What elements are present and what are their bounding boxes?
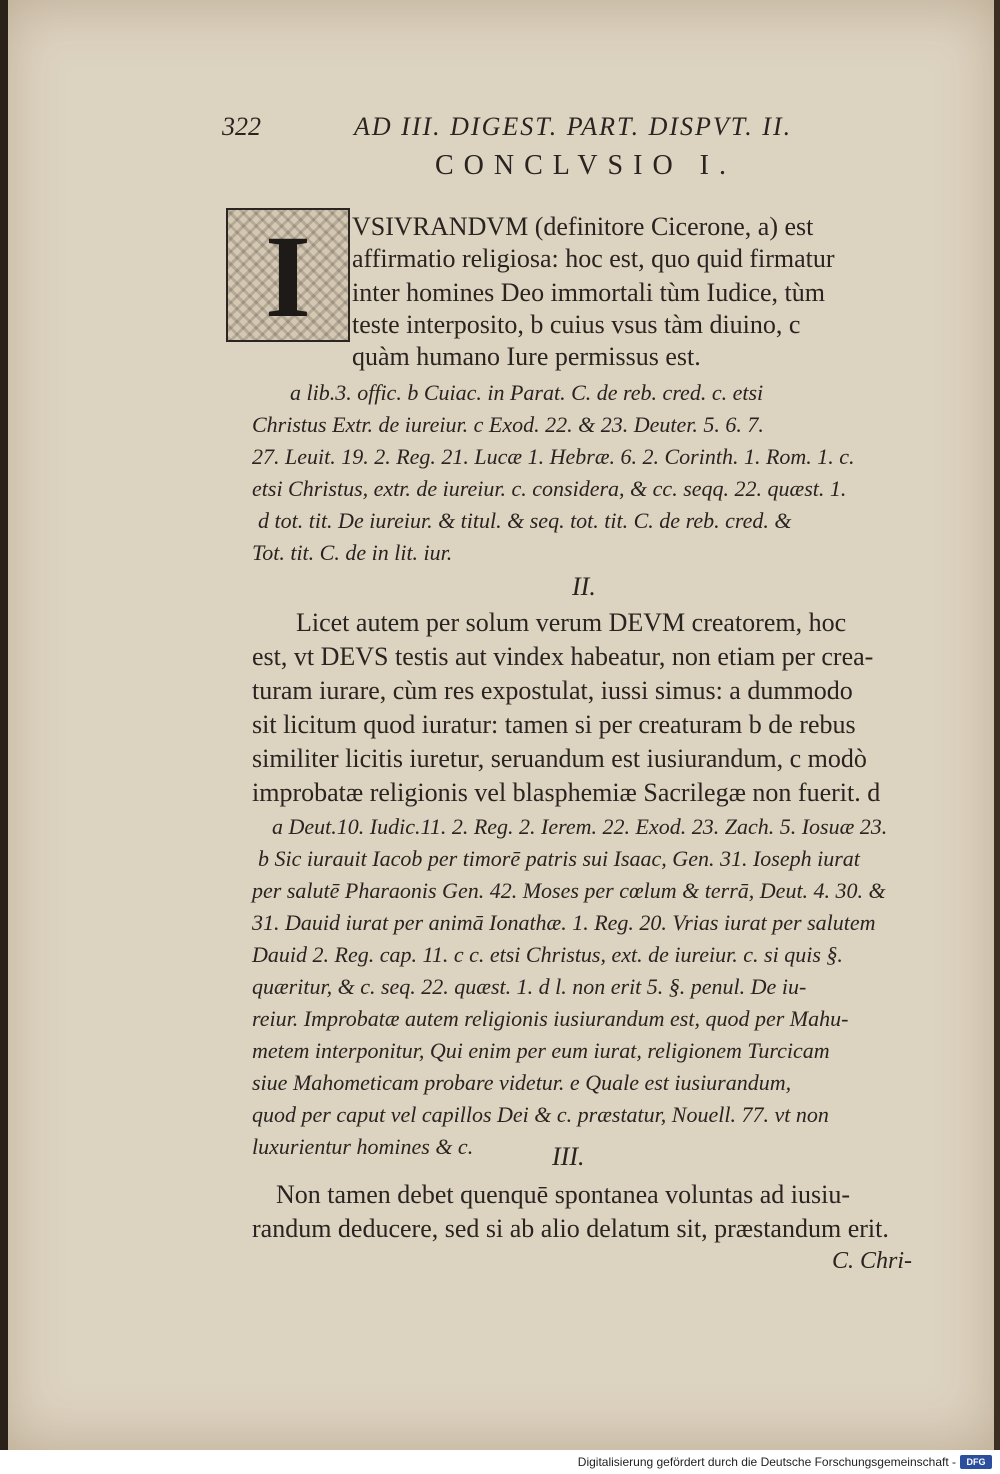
footnote-line: d tot. tit. De iureiur. & titul. & seq. tot. tit. C. de reb. cred. & [258,508,792,533]
footnote-line: siue Mahometicam probare videtur. e Quale est iusiurandum, [252,1070,792,1095]
footnote-line: quod per caput vel capillos Dei & c. præstatur, Nouell. 77. vt non [252,1102,829,1127]
paragraph1-line: quàm humano Iure permissus est. [352,342,701,371]
footnote-line: 31. Dauid iurat per animā Ionathæ. 1. Reg. 20. Vrias iurat per salutem [252,910,876,935]
digitization-footer [0,1450,1000,1474]
footnote-line: Dauid 2. Reg. cap. 11. c c. etsi Christus, ext. de iureiur. c. si quis §. [252,942,843,967]
ornamental-initial [226,208,350,342]
footnote-line: per salutē Pharaonis Gen. 42. Moses per cœlum & terrā, Deut. 4. 30. & [252,878,886,903]
page-number: 322 [222,112,261,141]
footer-credit: Digitalisierung gefördert durch die Deutsche Forschungsgemeinschaft - [577,1455,956,1469]
section-number: III. [552,1142,585,1171]
footnote-line: reiur. Improbatæ autem religionis iusiurandum est, quod per Mahu- [252,1006,849,1031]
footnote-line: Christus Extr. de iureiur. c Exod. 22. & 23. Deuter. 5. 6. 7. [252,412,764,437]
paragraph1-line: inter homines Deo immortali tùm Iudice, tùm [352,278,825,307]
footnote-line: etsi Christus, extr. de iureiur. c. considera, & cc. seqq. 22. quæst. 1. [252,476,847,501]
section-title: CONCLVSIO I. [435,150,736,181]
paragraph2-line: sit licitum quod iuratur: tamen si per creaturam b de rebus [252,710,856,739]
page-binding-edge [0,0,8,1450]
footnote-line: luxurientur homines & c. [252,1134,474,1159]
paragraph1-line: affirmatio religiosa: hoc est, quo quid firmatur [352,244,835,273]
paragraph2-line: turam iurare, cùm res expostulat, iussi simus: a dummodo [252,676,853,705]
paragraph2-line: Licet autem per solum verum DEVM creatorem, hoc [296,608,847,637]
dfg-logo-icon: DFG [960,1455,992,1469]
footnote-line: b Sic iurauit Iacob per timorē patris sui Isaac, Gen. 31. Ioseph iurat [258,846,860,871]
running-head: AD III. DIGEST. PART. DISPVT. II. [354,112,793,141]
footnote-line: a Deut.10. Iudic.11. 2. Reg. 2. Ierem. 22. Exod. 23. Zach. 5. Iosuæ 23. [272,814,888,839]
paragraph1-line: VSIVRANDVM (definitore Cicerone, a) est [352,212,814,241]
paragraph3-line: randum deducere, sed si ab alio delatum sit, præstandum erit. [252,1214,889,1243]
page-header [222,112,842,142]
initial-letter: I [265,211,311,342]
catchword: C. Chri- [832,1248,913,1274]
footnote-line: metem interponitur, Qui enim per eum iurat, religionem Turcicam [252,1038,830,1063]
paragraph2-line: est, vt DEVS testis aut vindex habeatur, non etiam per crea- [252,642,874,671]
footnote-line: a lib.3. offic. b Cuiac. in Parat. C. de reb. cred. c. etsi [290,380,764,405]
footnote-line: 27. Leuit. 19. 2. Reg. 21. Lucæ 1. Hebræ. 6. 2. Corinth. 1. Rom. 1. c. [252,444,855,469]
section-number: II. [572,572,596,601]
paragraph2-line: improbatæ religionis vel blasphemiæ Sacrilegæ non fuerit. d [252,778,881,807]
page-right-edge [994,0,1000,1450]
paragraph2-line: similiter licitis iuretur, seruandum est iusiurandum, c modò [252,744,867,773]
paragraph1-line: teste interposito, b cuius vsus tàm diuino, c [352,310,801,339]
footnote-line: Tot. tit. C. de in lit. iur. [252,540,453,565]
paragraph3-line: Non tamen debet quenquē spontanea voluntas ad iusiu- [276,1180,851,1209]
footnote-line: quæritur, & c. seq. 22. quæst. 1. d l. non erit 5. §. penul. De iu- [252,974,807,999]
